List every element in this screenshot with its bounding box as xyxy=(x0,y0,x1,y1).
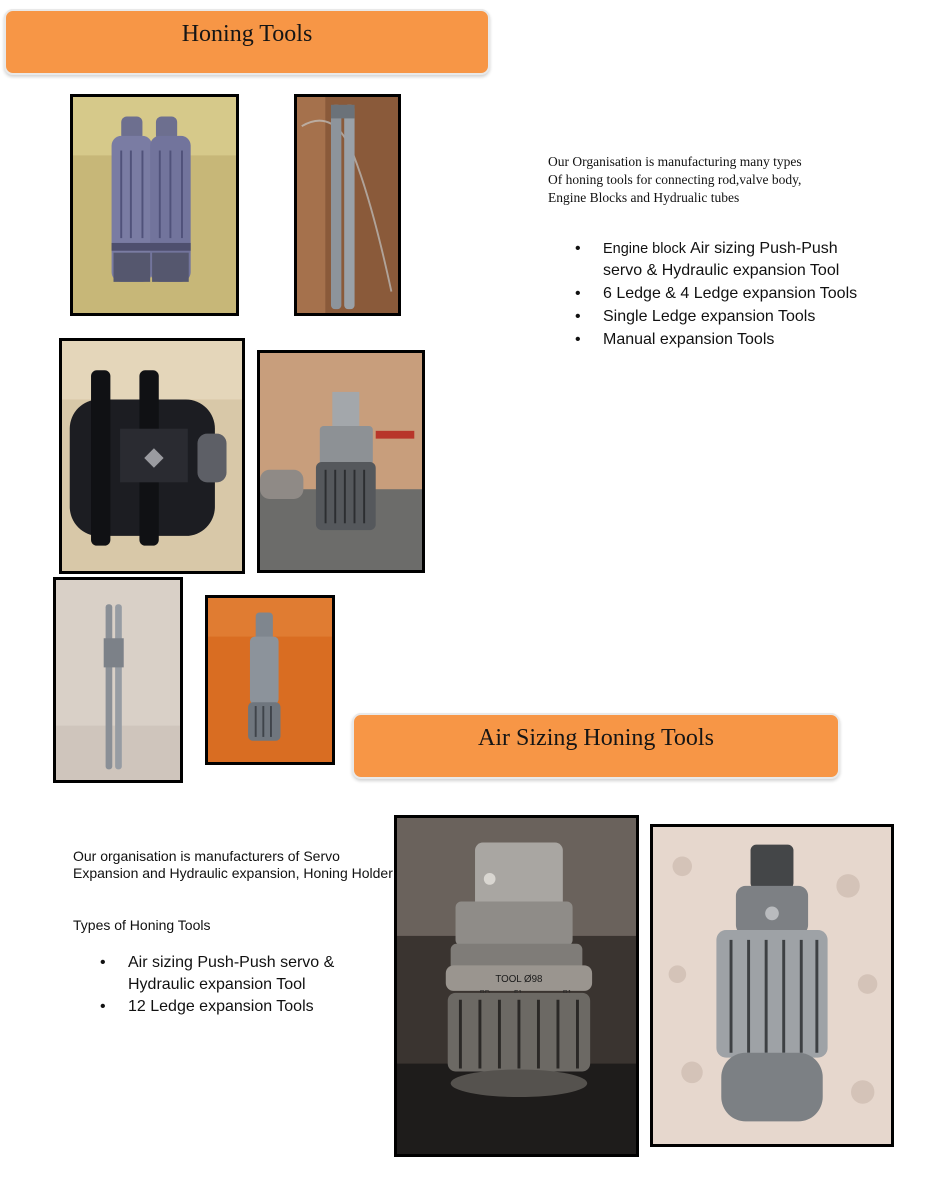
photo-silver-air-sizing-head xyxy=(650,824,894,1147)
tool-types-list xyxy=(100,952,380,1018)
bullet-icon: • xyxy=(100,954,106,971)
bullet-icon: • xyxy=(100,998,106,1015)
list-item xyxy=(100,952,380,996)
section-title-air-sizing xyxy=(352,713,840,779)
section-title-text: Honing Tools xyxy=(181,20,313,47)
bullet-icon: • xyxy=(575,308,581,325)
photo-cylindrical-honing-head xyxy=(257,350,425,573)
list-item xyxy=(575,329,875,351)
photo-air-sizing-head-tool-98 xyxy=(394,815,639,1157)
list-item-text: Air sizing Push-Push servo & Hydraulic expansion Tool xyxy=(603,240,840,279)
intro-line: Of honing tools for connecting rod,valve body, xyxy=(548,172,802,187)
section-title-text: Air Sizing Honing Tools xyxy=(478,724,714,751)
types-label: Types of Honing Tools xyxy=(73,917,211,933)
section-intro-text xyxy=(548,153,888,207)
photo-long-honing-shafts xyxy=(294,94,401,316)
bullet-icon: • xyxy=(575,285,581,302)
bullet-icon: • xyxy=(575,240,581,257)
list-item xyxy=(575,283,875,305)
list-item-text: Manual expansion Tools xyxy=(603,331,775,348)
photo-single-honing-tool xyxy=(205,595,335,765)
list-item-text: 12 Ledge expansion Tools xyxy=(128,998,314,1015)
intro-line: Engine Blocks and Hydrualic tubes xyxy=(548,190,740,205)
photo-two-honing-heads xyxy=(70,94,239,316)
photo-black-expansion-tool xyxy=(59,338,245,574)
intro-line: Our Organisation is manufacturing many types xyxy=(548,154,802,169)
tool-size-label: TOOL Ø98 xyxy=(495,974,543,986)
tool-types-list xyxy=(575,238,875,352)
list-item xyxy=(575,306,875,328)
list-item xyxy=(575,238,875,282)
list-item xyxy=(100,996,380,1018)
list-item-prefix: Engine block xyxy=(603,241,691,257)
list-item-text: Single Ledge expansion Tools xyxy=(603,308,816,325)
section-title-honing-tools xyxy=(4,9,490,75)
list-item-text: 6 Ledge & 4 Ledge expansion Tools xyxy=(603,285,858,302)
section-intro-text: Our organisation is manufacturers of Servo Expansion and Hydraulic expansion, Honing Holder xyxy=(73,848,393,881)
list-item-text: Air sizing Push-Push servo & Hydraulic expansion Tool xyxy=(128,954,335,993)
photo-thin-honing-rods xyxy=(53,577,183,783)
bullet-icon: • xyxy=(575,331,581,348)
